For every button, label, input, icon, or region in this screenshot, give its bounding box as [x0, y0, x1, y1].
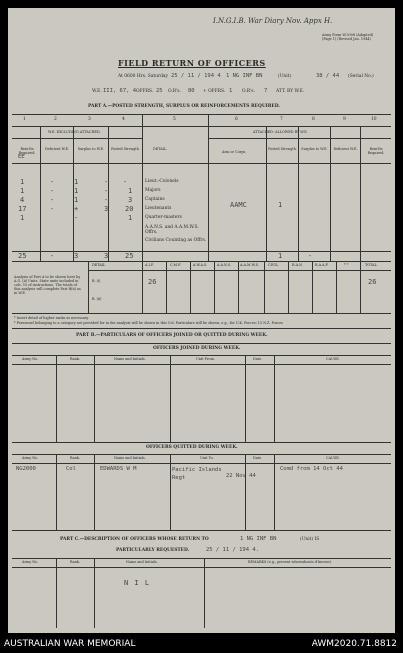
total-att-posted: 1	[278, 252, 283, 260]
row1-c4: -	[104, 178, 109, 186]
quitted-head-rank: Rank.	[70, 456, 80, 460]
row2-c1: 1	[20, 187, 25, 195]
col-rule	[88, 261, 89, 313]
head-arm-or-corps: Arm or Corps.	[222, 150, 247, 154]
part-c-title: PART C.—DESCRIPTION OF OFFICERS WHOSE RETURN TO	[60, 537, 209, 542]
part-c-requested: PARTICULARLY REQUESTED.	[116, 548, 190, 553]
rule	[12, 163, 391, 164]
analysis-head-aamws: A.A.M.W.S.	[240, 263, 259, 267]
ee-mark: EE	[18, 154, 25, 160]
rank-civilians: Civilians Counting as Offrs.	[145, 238, 207, 243]
rule	[12, 313, 391, 314]
total-c5: 25	[125, 252, 134, 260]
archive-caption-bar	[0, 635, 403, 653]
rule	[12, 328, 391, 329]
attached-posted: 1	[278, 201, 283, 209]
head-att-posted-strength: Posted Strength.	[268, 147, 297, 151]
head-posted-strength: Posted Strength.	[111, 147, 140, 151]
col-rule	[40, 126, 41, 261]
row3-c2: -	[50, 196, 55, 204]
col-rule	[94, 355, 95, 442]
row1-c2: -	[50, 178, 55, 186]
quitted-head-army-no: Army No.	[22, 456, 39, 460]
we-excluding-attached-head: W.E. EXCLUDING ATTACHED.	[48, 130, 101, 134]
head-att-deficient: Deficient W.E.	[333, 147, 358, 151]
row1-c3: 1	[74, 178, 79, 186]
joined-title: OFFICERS JOINED DURING WEEK.	[153, 346, 241, 351]
row2-c5: 1	[128, 187, 133, 195]
row1-c1: 1	[20, 178, 25, 186]
rule	[12, 567, 391, 568]
col-number-6: 6	[235, 117, 238, 122]
part-c-date: 25 / 11 / 194 4.	[206, 547, 259, 553]
row4-c2: -	[50, 205, 55, 213]
row4-c5: 20	[125, 205, 134, 213]
row5-c3: -	[74, 214, 79, 222]
quitted-head-date: Date.	[253, 456, 263, 460]
col-number-1: 1	[23, 117, 26, 122]
plus-offrs-label: + OFFRS.	[203, 89, 226, 94]
col-rule	[264, 261, 265, 313]
att-label: ATT. BY W.E.	[276, 89, 305, 94]
caption-right: AWM2020.71.8812	[311, 639, 397, 649]
analysis-head-awas: A.W.A.S.	[193, 263, 208, 267]
footnote-1: * Insert detail of higher ranks as necessary.	[14, 316, 89, 320]
row5-c5: 1	[128, 214, 133, 222]
unit-label: (Unit)	[278, 74, 292, 79]
quitted-name: EDWARDS W M	[100, 466, 137, 472]
row5-c1: 1	[20, 214, 25, 222]
rule	[12, 530, 391, 531]
rank-lieut-colonels: Lieut.-Colonels	[145, 179, 179, 184]
rule	[12, 114, 391, 115]
form-title: FIELD RETURN OF OFFICERS	[118, 58, 266, 68]
handwritten-reference: I.N.G.I.B. War Diary Nov. Appx H.	[213, 17, 333, 25]
form-reference: Army Form W.3008 (Adapted) (Page 1) (Revised Jan. 1944)	[322, 33, 374, 42]
col-rule	[245, 355, 246, 442]
rank-lieutenants: Lieutenants	[145, 206, 172, 211]
col-number-8: 8	[312, 117, 315, 122]
row4-c1: 17	[18, 205, 27, 213]
col-rule	[204, 558, 205, 628]
ors2-value: 7	[264, 88, 268, 94]
quitted-rank: Col	[66, 466, 76, 472]
col-rule	[360, 261, 361, 313]
analysis-row-bi: B. (i)	[92, 279, 101, 283]
row1-c5: -	[123, 178, 128, 186]
col-rule	[94, 454, 95, 530]
rule	[12, 138, 142, 139]
part-b-title: PART B.—PARTICULARS OF OFFICERS JOINED OR QUITTED DURING WEEK.	[76, 333, 268, 338]
total-c2: -	[50, 252, 55, 260]
attached-arm: AAMC	[230, 201, 247, 209]
head-att-surplus: Surplus to W.E.	[301, 147, 328, 151]
row3-c1: 4	[20, 196, 25, 204]
col-rule	[360, 126, 361, 261]
col-rule	[56, 454, 57, 530]
rule	[12, 251, 391, 252]
at-line-unit: 1 NG INF BN	[226, 73, 263, 79]
col-rule	[208, 114, 209, 261]
col-rule	[238, 261, 239, 313]
caption-left: AUSTRALIAN WAR MEMORIAL	[4, 639, 136, 649]
quitted-head-name: Name and Initials.	[114, 456, 146, 460]
part-c-nil: N I L	[124, 579, 151, 587]
quitted-head-cause: CAUSE.	[326, 456, 340, 460]
attached-allowed-head: ATTACHED: ALLOWED BY W.E.	[253, 130, 308, 134]
document-page	[8, 8, 395, 633]
part-a-title: PART A.—POSTED STRENGTH, SURPLUS OR REINFORCEMENTS REQUIRED.	[88, 104, 280, 109]
rule	[12, 463, 391, 464]
row3-c3: 1	[74, 196, 79, 204]
rank-quarter-masters: Quarter-masters	[145, 215, 182, 220]
joined-head-date: Date.	[253, 357, 263, 361]
analysis-head-total: TOTAL.	[365, 263, 378, 267]
rule	[12, 364, 391, 365]
col-rule	[94, 558, 95, 628]
at-line-prefix: At 0600 Hrs. Saturday	[118, 74, 169, 79]
col-number-7: 7	[280, 117, 283, 122]
col-rule	[56, 355, 57, 442]
rank-captains: Captains	[145, 197, 165, 202]
rule	[12, 558, 391, 559]
rule	[12, 355, 391, 356]
total-c3: 3	[74, 252, 79, 260]
head-att-reinfts: Rein'fts Required.	[367, 147, 385, 155]
joined-head-unit-from: Unit From.	[196, 357, 215, 361]
col-rule	[266, 126, 267, 261]
head-reinfts-required: Rein'fts Required.	[18, 147, 36, 155]
at-line-date: 25 / 11 / 194 4	[171, 73, 221, 79]
col-rule	[336, 261, 337, 313]
part-c-head-rank: Rank.	[70, 560, 80, 564]
rule	[12, 261, 391, 262]
rule	[12, 454, 391, 455]
col-rule	[274, 454, 275, 530]
head-deficient-we: Deficient W.E.	[44, 147, 70, 151]
col-rule	[56, 558, 57, 628]
quitted-head-unit-to: Unit To.	[200, 456, 214, 460]
rule	[12, 126, 391, 127]
total-c4: 3	[104, 252, 109, 260]
quitted-date: 22 Nov 44	[226, 473, 256, 479]
analysis-head-ran: R.A.N.	[292, 263, 303, 267]
analysis-total-value: 26	[368, 278, 377, 286]
col-rule	[298, 126, 299, 261]
ors-label: O.R's.	[168, 89, 181, 94]
rule	[12, 442, 391, 443]
we-label: W.E.	[92, 89, 102, 94]
row3-c4: -	[104, 196, 109, 204]
serial-value: 38 / 44	[316, 73, 340, 79]
col-number-5: 5	[173, 117, 176, 122]
quitted-title: OFFICERS QUITTED DURING WEEK.	[146, 445, 238, 450]
col-number-2: 2	[54, 117, 57, 122]
offrs2-value: 1	[229, 88, 233, 94]
col-rule	[142, 114, 143, 313]
part-c-unit-label: (Unit) IS	[300, 537, 320, 542]
col-rule	[170, 454, 171, 530]
part-c-head-army-no: Army No.	[22, 560, 39, 564]
analysis-aif-value: 26	[148, 278, 157, 286]
serial-label: (Serial No.)	[348, 74, 374, 79]
footnote-2: * Personnel belonging to a category not provided for in the analysis will be shown in this Col. Particulars will be shown, e.g., for U.K. Forces; 15 N.Z. Forces	[14, 321, 283, 325]
analysis-head-aans: A.A.N.S.	[217, 263, 232, 267]
col-number-4: 4	[122, 117, 125, 122]
total-att-dash: -	[308, 252, 313, 260]
rank-majors: Majors	[145, 188, 161, 193]
col-number-10: 10	[371, 117, 377, 122]
analysis-head-aif: A.I.F.	[145, 263, 154, 267]
joined-head-name: Name and Initials.	[114, 357, 146, 361]
joined-head-army-no: Army No.	[22, 357, 39, 361]
col-rule	[245, 454, 246, 530]
total-c1: 25	[18, 252, 27, 260]
analysis-head-detail: DETAIL	[92, 263, 106, 267]
analysis-row-bii: B. (ii)	[92, 297, 102, 301]
col-rule	[170, 355, 171, 442]
row2-c4: -	[104, 187, 109, 195]
ors2-label: O.R's.	[242, 89, 255, 94]
col-number-3: 3	[88, 117, 91, 122]
col-rule	[312, 261, 313, 313]
part-c-head-remarks: REMARKS (e.g., present whereabouts if known).	[248, 560, 332, 564]
part-c-head-name: Name and Initials.	[126, 560, 158, 564]
part-c-unit: 1 NG INF BN	[240, 536, 277, 542]
ors-value: 80	[188, 88, 195, 94]
offrs-value: 25	[156, 88, 163, 94]
col-rule	[330, 126, 331, 261]
joined-head-cause: CAUSE.	[326, 357, 340, 361]
row2-c2: -	[50, 187, 55, 195]
head-surplus-we: Surplus to W.E.	[77, 147, 105, 151]
row4-c4: 3	[104, 205, 109, 213]
rank-aans-aamws: A.A.N.S. and A.A.M.W.S. Offrs.	[145, 225, 199, 236]
rule	[208, 138, 391, 139]
row3-c5: 3	[128, 196, 133, 204]
row4-c3: +	[74, 205, 79, 213]
quitted-unit-to: Pacific Islands Regt	[172, 467, 222, 481]
offrs-label: OFFRS.	[136, 89, 154, 94]
rule	[88, 270, 391, 271]
quitted-cause: Comd from 14 Oct 44	[280, 466, 343, 472]
col-rule	[288, 261, 289, 313]
analysis-head-raaf: R.A.A.F.	[315, 263, 329, 267]
col-rule	[274, 355, 275, 442]
head-detail: DETAIL.	[153, 147, 168, 151]
analysis-note: Analysis of Part A to be shown here by A.G. (ii) Units. State units included in cols. 10 of instructions. The totals of this analysis will complete Part B(ii) as in W.E.	[14, 275, 81, 296]
col-number-9: 9	[343, 117, 346, 122]
we-value: III, 67, 4	[103, 88, 137, 94]
analysis-head-cmf: C.M.F.	[170, 263, 182, 267]
row2-c3: 1	[74, 187, 79, 195]
rule	[12, 343, 391, 344]
quitted-army-no: NG2000	[16, 466, 36, 472]
col-rule	[166, 261, 167, 313]
analysis-head-other: * *	[344, 263, 349, 267]
joined-head-rank: Rank.	[70, 357, 80, 361]
analysis-head-civil: CIVIL.	[268, 263, 280, 267]
col-rule	[190, 261, 191, 313]
col-rule	[214, 261, 215, 313]
